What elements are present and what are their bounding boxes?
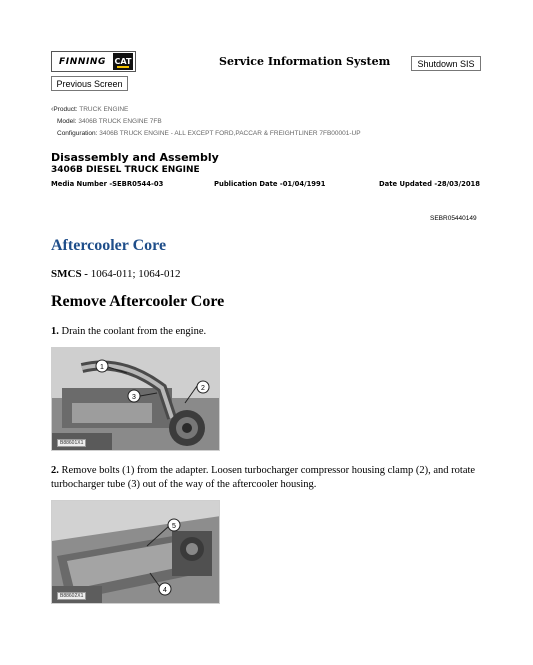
publication-date: Publication Date -01/04/1991 — [214, 180, 326, 188]
step-2-text: Remove bolts (1) from the adapter. Loosen turbocharger compressor housing clamp (2), and rotate turbocharger tube (3) out of the way of the aftercooler housing. — [51, 465, 476, 490]
configuration-label: Configuration: — [57, 130, 98, 137]
engine-title: 3406B DIESEL TRUCK ENGINE — [51, 165, 200, 175]
model-line — [57, 118, 162, 125]
callout-1-label: 1 — [100, 364, 104, 371]
product-value: TRUCK ENGINE — [79, 106, 129, 113]
callout-2-label: 2 — [201, 385, 205, 392]
figure-1-tag: B88601X1 — [57, 439, 86, 447]
content-heading: Aftercooler Core — [51, 237, 167, 254]
callout-3-label: 3 — [132, 394, 136, 401]
callout-4-label: 4 — [163, 587, 167, 594]
callout-5-label: 5 — [172, 523, 176, 530]
model-label: Model: — [57, 118, 77, 125]
step-1-text: Drain the coolant from the engine. — [61, 326, 207, 337]
engine-photo-2 — [52, 501, 220, 604]
page-title: Service Information System — [219, 55, 391, 68]
smcs-line — [51, 268, 180, 280]
product-line — [51, 106, 128, 113]
document-id: SEBR05440149 — [430, 215, 477, 222]
smcs-label: SMCS - — [51, 268, 88, 280]
finning-cat-logo — [51, 51, 136, 72]
shutdown-sis-button[interactable]: Shutdown SIS — [411, 56, 481, 71]
finning-logo-text: FINNING — [59, 56, 107, 67]
product-label: Product: — [53, 106, 78, 113]
step-1-number: 1. — [51, 326, 59, 337]
figure-1-photo — [51, 347, 220, 451]
step-2-number: 2. — [51, 465, 59, 476]
section-title: Disassembly and Assembly — [51, 151, 219, 164]
step-1 — [51, 325, 491, 339]
smcs-value: 1064-011; 1064-012 — [90, 268, 181, 280]
configuration-line — [57, 130, 361, 137]
content-subheading: Remove Aftercooler Core — [51, 293, 225, 310]
model-value: 3406B TRUCK ENGINE 7FB — [78, 118, 162, 125]
figure-2-tag: B88602X1 — [57, 592, 86, 600]
date-updated: Date Updated -28/03/2018 — [379, 180, 481, 188]
cat-logo: CAT — [113, 53, 133, 70]
engine-photo-1 — [52, 348, 220, 451]
back-arrow-icon[interactable]: ‹ — [51, 106, 54, 113]
figure-2-photo — [51, 500, 220, 604]
media-number: Media Number -SEBR0544-03 — [51, 180, 164, 188]
configuration-value: 3406B TRUCK ENGINE - ALL EXCEPT FORD,PACCAR & FREIGHTLINER 7FB00001-UP — [99, 130, 361, 137]
step-2 — [51, 464, 491, 492]
previous-screen-button[interactable]: Previous Screen — [51, 76, 128, 91]
